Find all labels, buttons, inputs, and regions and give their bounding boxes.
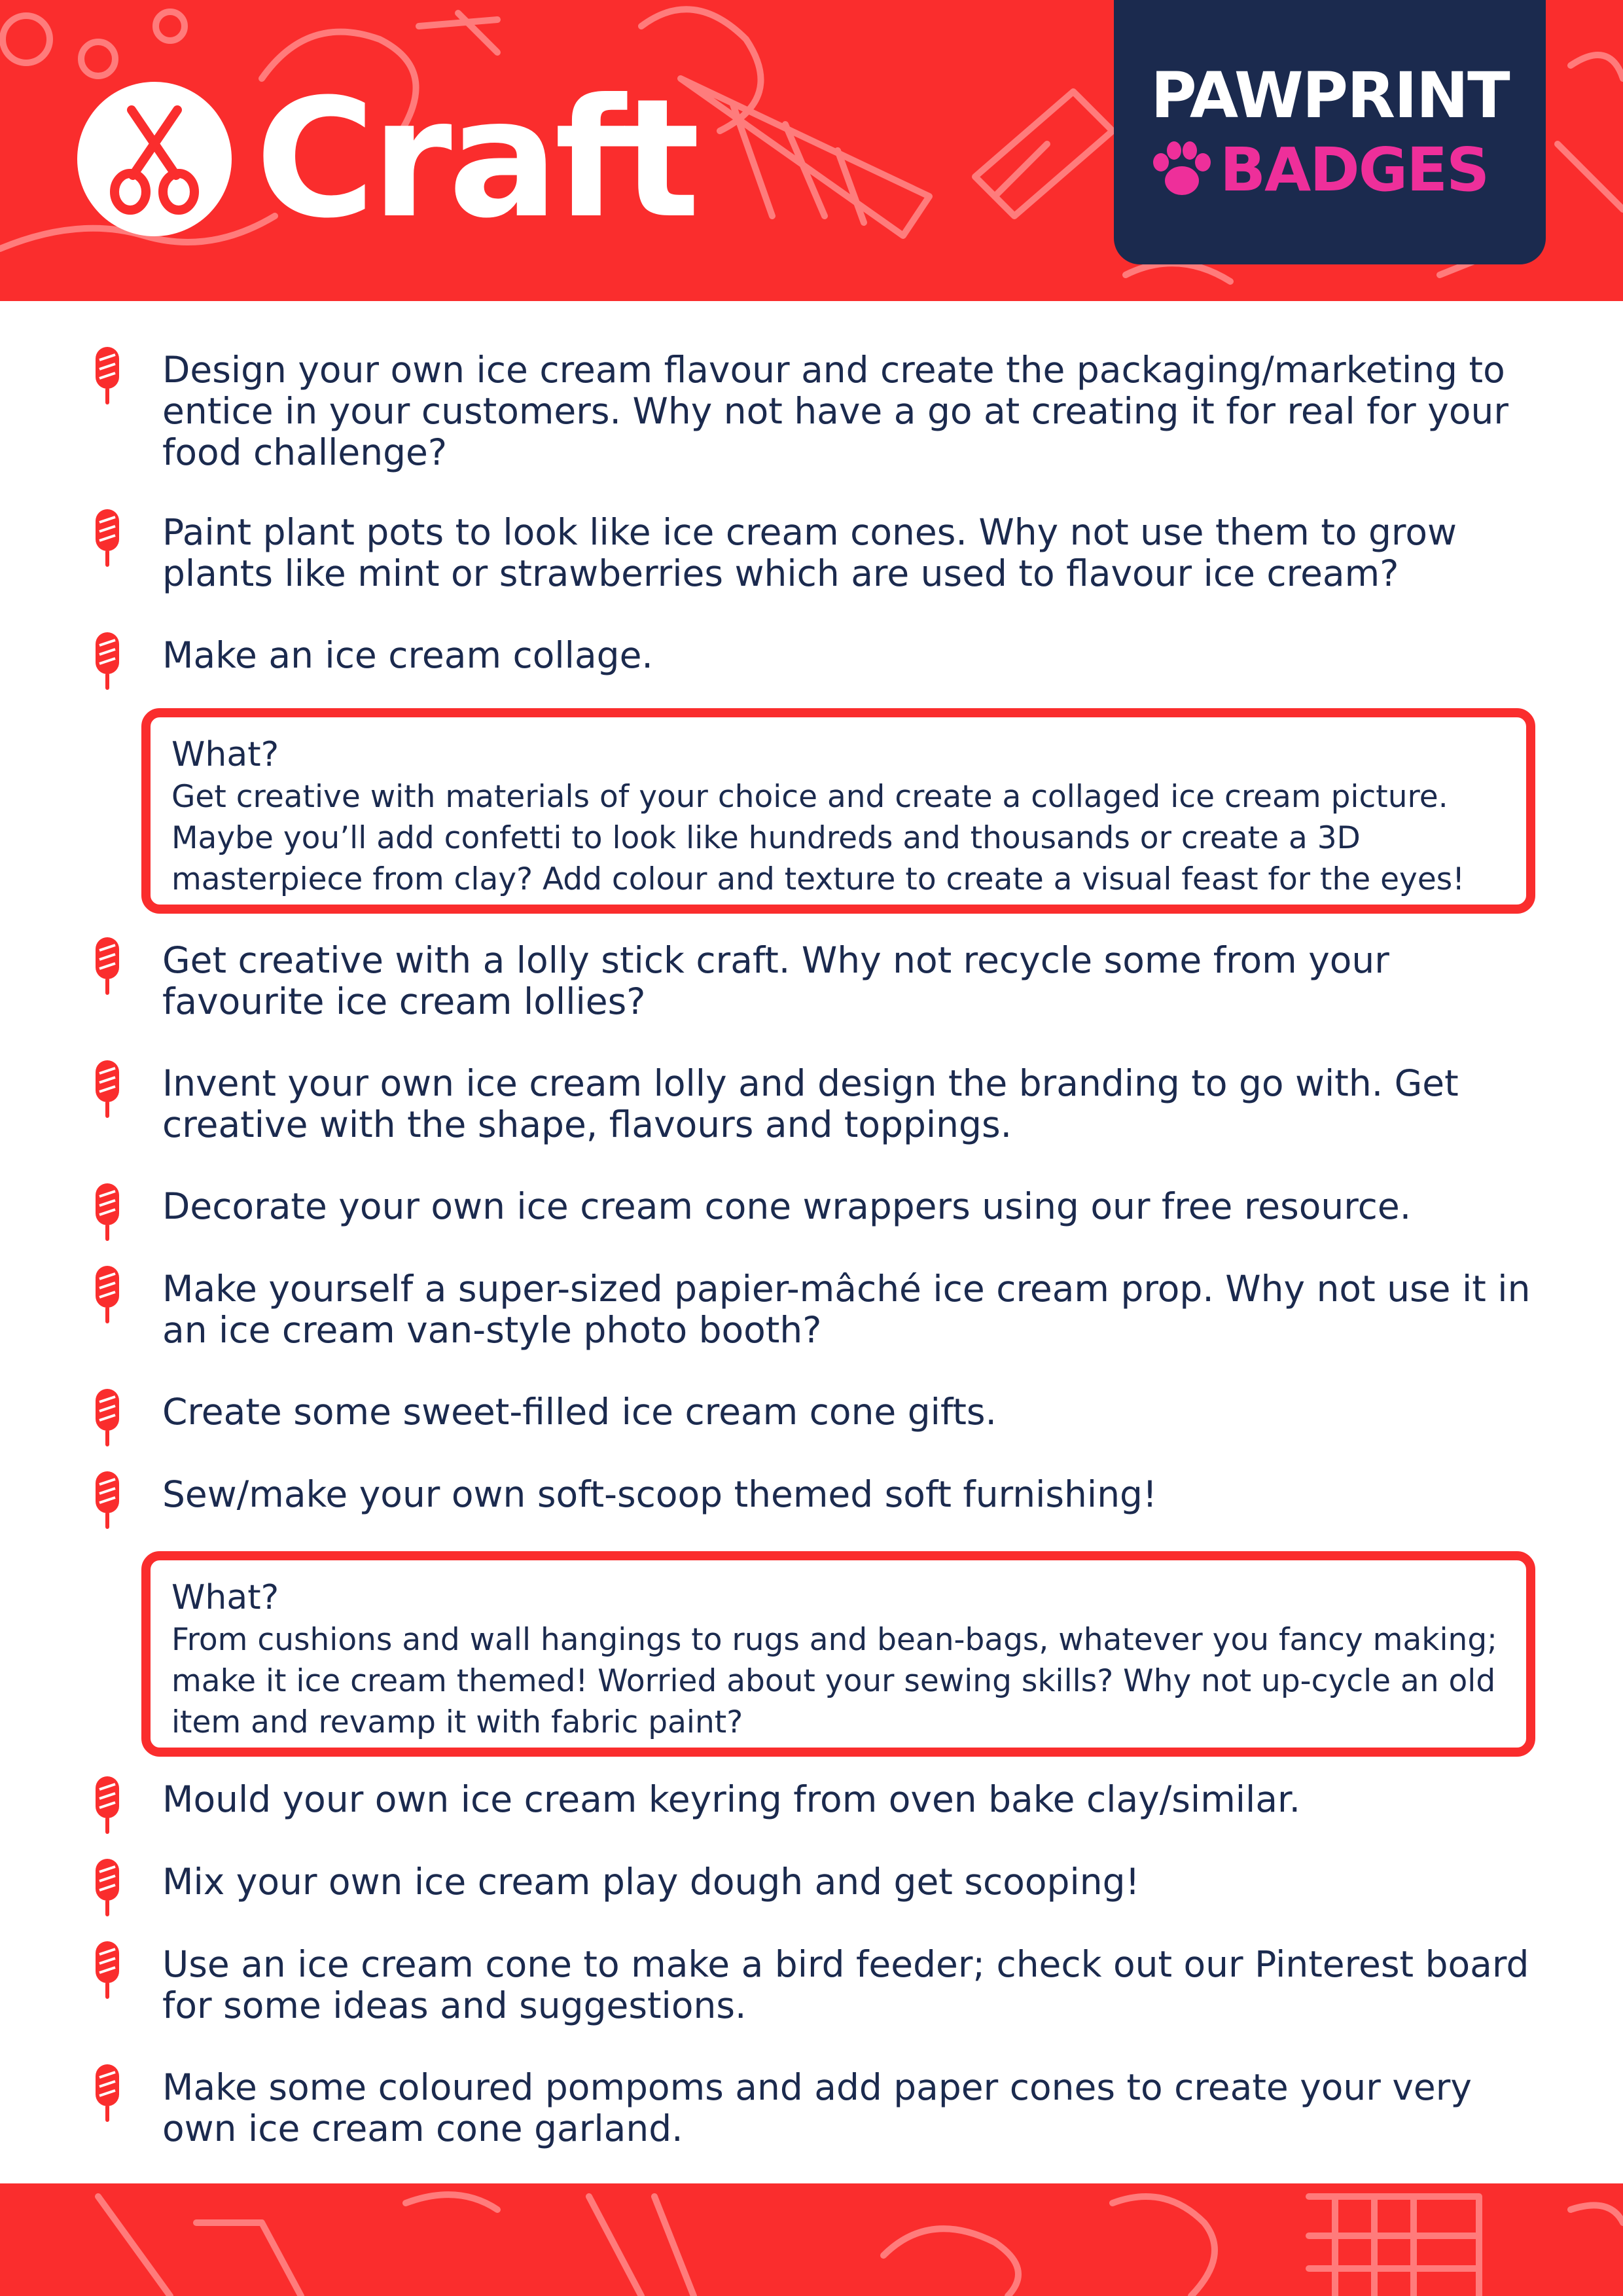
list-item-text: Sew/make your own soft-scoop themed soft furnishing! <box>162 1473 1158 1515</box>
footer-doodle-pattern <box>0 2183 1623 2296</box>
list-item-text: Make some coloured pompoms and add paper cones to create your very own ice cream cone garland. <box>162 2066 1472 2149</box>
ice-lolly-bullet-icon <box>94 1266 120 1327</box>
scissors-icon <box>77 82 232 236</box>
list-item-text: Make yourself a super-sized papier-mâché ice cream prop. Why not use it in an ice cream van-style photo booth? <box>162 1268 1531 1351</box>
ice-lolly-bullet-icon <box>94 1859 120 1920</box>
list-item-text: Make an ice cream collage. <box>162 634 653 676</box>
ice-lolly-bullet-icon <box>94 509 120 571</box>
list-item-text: Paint plant pots to look like ice cream cones. Why not use them to grow plants like mint or strawberries which are used to flavour ice cream? <box>162 511 1457 594</box>
ice-lolly-bullet-icon <box>94 1776 120 1838</box>
ice-lolly-bullet-icon <box>94 1471 120 1533</box>
what-info-box <box>141 1551 1535 1757</box>
ice-lolly-bullet-icon <box>94 1389 120 1450</box>
list-item-text: Decorate your own ice cream cone wrappers using our free resource. <box>162 1185 1412 1227</box>
paw-icon <box>1150 140 1213 200</box>
footer-banner <box>0 2183 1623 2296</box>
what-box-body: From cushions and wall hangings to rugs and bean-bags, whatever you fancy making; make it ice cream themed! Worried about your sewing skills? Why not up-cycle an old item and revamp it with fabric paint? <box>171 1622 1498 1740</box>
list-item-text: Invent your own ice cream lolly and design the branding to go with. Get creative with the shape, flavours and toppings. <box>162 1062 1459 1145</box>
ice-lolly-bullet-icon <box>94 1060 120 1122</box>
page-title: Craft <box>255 63 696 254</box>
what-info-box <box>141 708 1535 914</box>
list-item-text: Create some sweet-filled ice cream cone gifts. <box>162 1391 997 1433</box>
logo-text-bottom: BADGES <box>1220 135 1489 205</box>
header-banner <box>0 0 1623 301</box>
ice-lolly-bullet-icon <box>94 347 120 408</box>
ice-lolly-bullet-icon <box>94 937 120 999</box>
page-heading <box>77 63 696 254</box>
list-item-text: Design your own ice cream flavour and create the packaging/marketing to entice in your customers. Why not have a go at creating it for real for your food challenge? <box>162 349 1508 473</box>
what-box-heading: What? <box>171 1578 279 1617</box>
ice-lolly-bullet-icon <box>94 632 120 694</box>
logo-text-top: PAWPRINT <box>1150 59 1509 132</box>
what-box-heading: What? <box>171 735 279 774</box>
list-item-text: Use an ice cream cone to make a bird feeder; check out our Pinterest board for some ideas and suggestions. <box>162 1943 1529 2026</box>
pawprint-badges-logo <box>1114 0 1546 264</box>
ice-lolly-bullet-icon <box>94 2064 120 2126</box>
list-item-text: Get creative with a lolly stick craft. Why not recycle some from your favourite ice cream lollies? <box>162 939 1389 1022</box>
what-box-body: Get creative with materials of your choice and create a collaged ice cream picture. Maybe you’ll add confetti to look like hundreds and thousands or create a 3D masterpiece from clay? Add colour and texture to create a visual feast for the eyes! <box>171 779 1465 897</box>
ice-lolly-bullet-icon <box>94 1941 120 2003</box>
ice-lolly-bullet-icon <box>94 1183 120 1245</box>
list-item-text: Mould your own ice cream keyring from oven bake clay/similar. <box>162 1778 1301 1820</box>
list-item-text: Mix your own ice cream play dough and get scooping! <box>162 1861 1140 1903</box>
